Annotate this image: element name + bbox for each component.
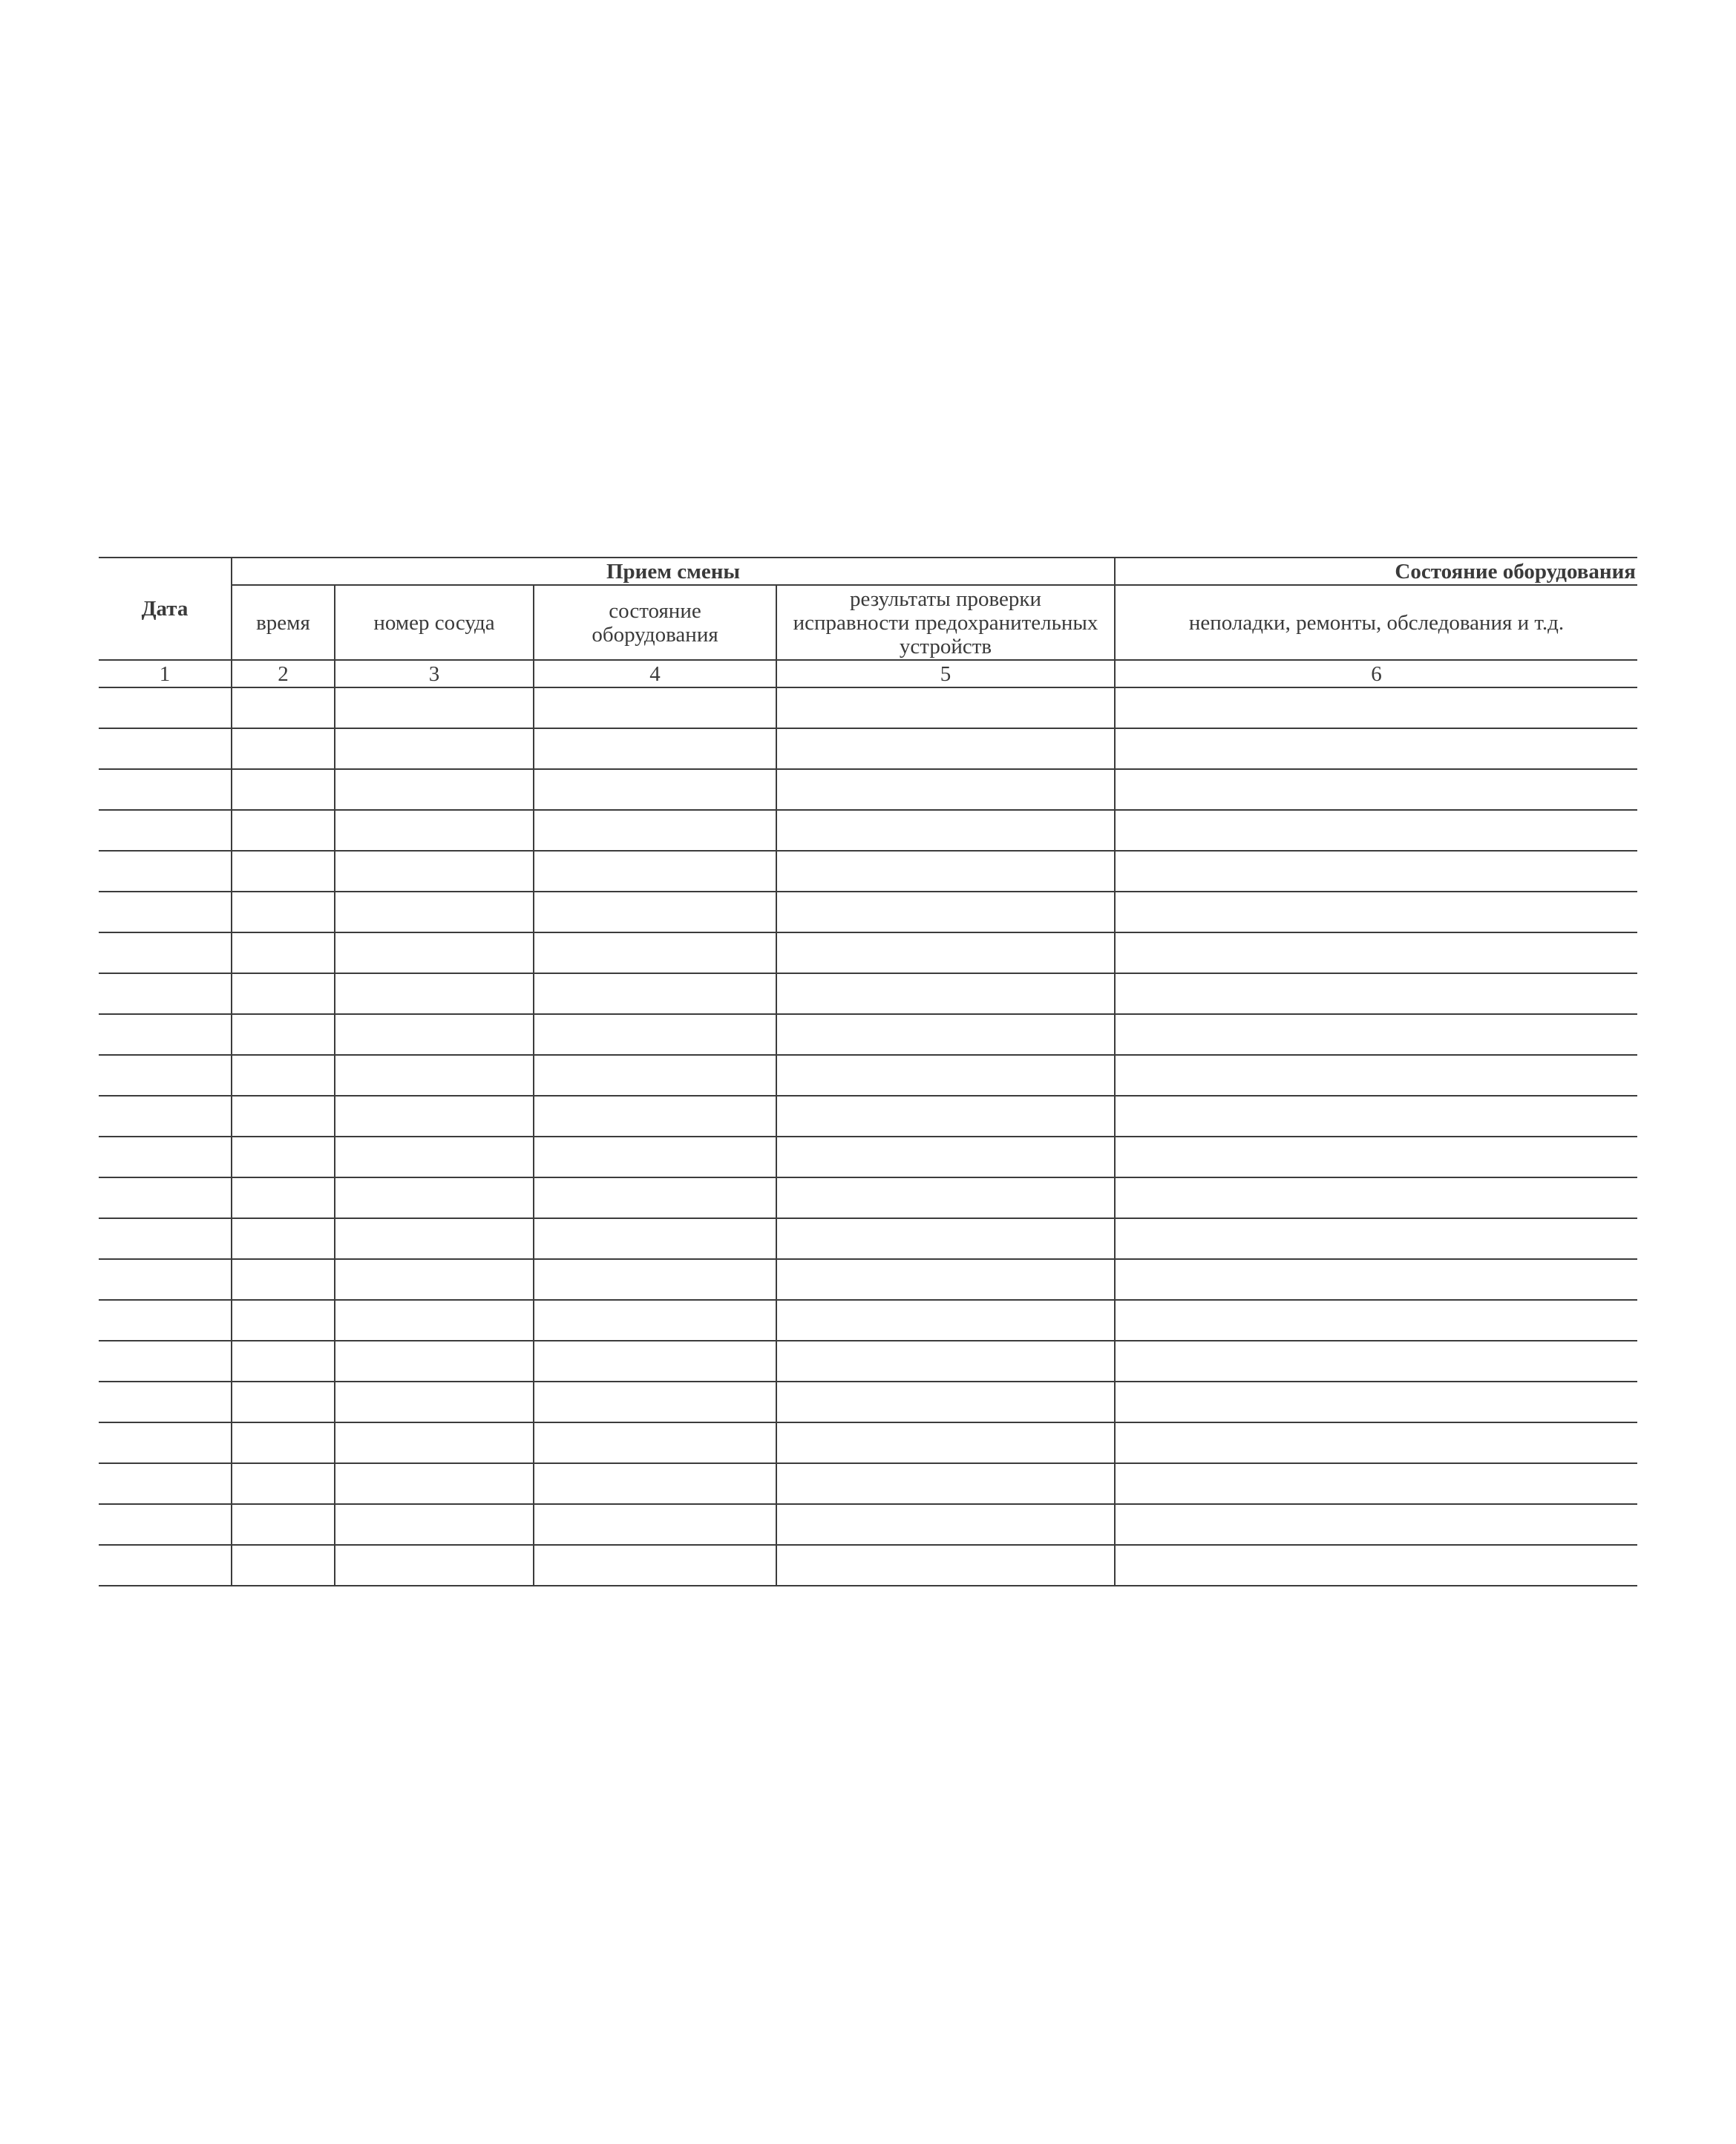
table-cell[interactable] <box>1115 1300 1637 1341</box>
table-cell[interactable] <box>99 1055 232 1096</box>
table-cell[interactable] <box>232 1504 335 1545</box>
table-cell[interactable] <box>99 1137 232 1177</box>
table-cell[interactable] <box>1115 973 1637 1014</box>
table-cell[interactable] <box>335 1137 534 1177</box>
table-cell[interactable] <box>99 687 232 728</box>
table-cell[interactable] <box>232 1096 335 1137</box>
table-cell[interactable] <box>776 687 1115 728</box>
table-cell[interactable] <box>335 728 534 769</box>
table-cell[interactable] <box>335 1341 534 1382</box>
table-row <box>99 892 1637 932</box>
table-row <box>99 1504 1637 1545</box>
table-cell[interactable] <box>1115 932 1637 973</box>
table-cell[interactable] <box>335 1300 534 1341</box>
table-row <box>99 1055 1637 1096</box>
header-safety-check-results <box>776 585 1115 660</box>
table-cell[interactable] <box>99 1259 232 1300</box>
table-cell[interactable] <box>335 769 534 810</box>
table-row <box>99 1463 1637 1504</box>
table-row <box>99 728 1637 769</box>
table-row <box>99 851 1637 892</box>
table-cell[interactable] <box>232 1300 335 1341</box>
table-cell[interactable] <box>232 1055 335 1096</box>
table-cell[interactable] <box>232 1422 335 1463</box>
table-cell[interactable] <box>99 728 232 769</box>
table-cell[interactable] <box>232 728 335 769</box>
table-cell[interactable] <box>776 1463 1115 1504</box>
table-cell[interactable] <box>776 851 1115 892</box>
table-cell[interactable] <box>776 1422 1115 1463</box>
table-cell[interactable] <box>99 1177 232 1218</box>
table-cell[interactable] <box>1115 728 1637 769</box>
table-cell[interactable] <box>99 1382 232 1422</box>
table-cell[interactable] <box>534 1137 776 1177</box>
table-cell[interactable] <box>335 1218 534 1259</box>
table-cell[interactable] <box>335 1177 534 1218</box>
table-cell[interactable] <box>534 1382 776 1422</box>
table-cell[interactable] <box>335 1382 534 1422</box>
table-cell[interactable] <box>1115 1463 1637 1504</box>
table-cell[interactable] <box>776 1218 1115 1259</box>
table-cell[interactable] <box>776 769 1115 810</box>
table-cell[interactable] <box>99 1422 232 1463</box>
table-cell[interactable] <box>776 973 1115 1014</box>
table-row <box>99 1177 1637 1218</box>
table-cell[interactable] <box>776 1300 1115 1341</box>
table-row <box>99 1096 1637 1137</box>
table-row <box>99 810 1637 851</box>
table-row <box>99 1300 1637 1341</box>
table-cell[interactable] <box>99 973 232 1014</box>
column-number-cell: 3 <box>335 660 534 687</box>
table-cell[interactable] <box>99 932 232 973</box>
table-cell[interactable] <box>99 1463 232 1504</box>
table-cell[interactable] <box>1115 1014 1637 1055</box>
table-cell[interactable] <box>776 1341 1115 1382</box>
table-cell[interactable] <box>232 1137 335 1177</box>
table-cell[interactable] <box>534 1177 776 1218</box>
table-row <box>99 687 1637 728</box>
table-row <box>99 769 1637 810</box>
table-cell[interactable] <box>534 1014 776 1055</box>
table-cell[interactable] <box>1115 1177 1637 1218</box>
table-cell[interactable] <box>232 892 335 932</box>
table-row <box>99 1259 1637 1300</box>
column-number-cell: 5 <box>776 660 1115 687</box>
table-cell[interactable] <box>99 1014 232 1055</box>
table-cell[interactable] <box>232 810 335 851</box>
table-cell[interactable] <box>335 1014 534 1055</box>
table-cell[interactable] <box>232 973 335 1014</box>
table-cell[interactable] <box>335 1504 534 1545</box>
header-date: Дата <box>99 558 232 660</box>
table-cell[interactable] <box>776 1382 1115 1422</box>
header-vessel-number: номер сосуда <box>335 585 534 660</box>
table-cell[interactable] <box>335 932 534 973</box>
column-number-cell: 4 <box>534 660 776 687</box>
header-equipment-state: Состояние оборудования <box>1115 558 1637 585</box>
table-cell[interactable] <box>1115 1545 1637 1586</box>
table-cell[interactable] <box>534 932 776 973</box>
header-safety-check-line: результаты проверки <box>850 586 1041 611</box>
table-cell[interactable] <box>534 810 776 851</box>
table-cell[interactable] <box>534 1341 776 1382</box>
table-cell[interactable] <box>1115 1218 1637 1259</box>
table-cell[interactable] <box>232 769 335 810</box>
table-cell[interactable] <box>776 1137 1115 1177</box>
table-cell[interactable] <box>776 1259 1115 1300</box>
table-cell[interactable] <box>335 1422 534 1463</box>
table-cell[interactable] <box>232 851 335 892</box>
table-cell[interactable] <box>776 728 1115 769</box>
header-group-row <box>99 558 1637 585</box>
table-cell[interactable] <box>335 810 534 851</box>
table-cell[interactable] <box>335 1096 534 1137</box>
table-cell[interactable] <box>776 1096 1115 1137</box>
table-cell[interactable] <box>776 892 1115 932</box>
table-cell[interactable] <box>1115 1382 1637 1422</box>
table-cell[interactable] <box>534 1096 776 1137</box>
table-cell[interactable] <box>534 1545 776 1586</box>
table-cell[interactable] <box>99 810 232 851</box>
table-cell[interactable] <box>776 1504 1115 1545</box>
header-safety-check-line: устройств <box>899 634 992 658</box>
table-cell[interactable] <box>534 973 776 1014</box>
header-equipment-condition-line: состояние <box>609 598 701 623</box>
table-row <box>99 1545 1637 1586</box>
table-row <box>99 1382 1637 1422</box>
table-cell[interactable] <box>335 1055 534 1096</box>
table-row <box>99 1341 1637 1382</box>
table-cell[interactable] <box>1115 1341 1637 1382</box>
column-number-cell: 1 <box>99 660 232 687</box>
table-cell[interactable] <box>1115 810 1637 851</box>
table-cell[interactable] <box>776 810 1115 851</box>
table-row <box>99 1014 1637 1055</box>
table-cell[interactable] <box>99 769 232 810</box>
table-cell[interactable] <box>1115 1504 1637 1545</box>
table-cell[interactable] <box>534 1504 776 1545</box>
table-cell[interactable] <box>232 1463 335 1504</box>
table-cell[interactable] <box>99 1504 232 1545</box>
header-time: время <box>232 585 335 660</box>
table-cell[interactable] <box>534 892 776 932</box>
header-subcolumn-row <box>99 585 1637 660</box>
header-faults-repairs: неполадки, ремонты, обследования и т.д. <box>1115 585 1637 660</box>
shift-log-table <box>99 557 1637 1586</box>
column-number-cell: 2 <box>232 660 335 687</box>
table-cell[interactable] <box>534 1300 776 1341</box>
table-row <box>99 1422 1637 1463</box>
table-cell[interactable] <box>534 1259 776 1300</box>
table-cell[interactable] <box>232 1259 335 1300</box>
table-cell[interactable] <box>99 1218 232 1259</box>
table-row <box>99 1137 1637 1177</box>
table-row <box>99 1218 1637 1259</box>
table-cell[interactable] <box>776 1177 1115 1218</box>
table-cell[interactable] <box>1115 769 1637 810</box>
header-equipment-condition <box>534 585 776 660</box>
header-equipment-condition-line: оборудования <box>592 622 718 647</box>
table-cell[interactable] <box>99 851 232 892</box>
table-cell[interactable] <box>1115 687 1637 728</box>
table-cell[interactable] <box>232 1382 335 1422</box>
column-number-row <box>99 660 1637 687</box>
table-cell[interactable] <box>232 1177 335 1218</box>
table-cell[interactable] <box>99 1096 232 1137</box>
table-cell[interactable] <box>335 687 534 728</box>
table-cell[interactable] <box>1115 1055 1637 1096</box>
table-cell[interactable] <box>335 973 534 1014</box>
header-shift-acceptance: Прием смены <box>232 558 1115 585</box>
table-cell[interactable] <box>1115 1259 1637 1300</box>
table-cell[interactable] <box>99 1545 232 1586</box>
table-cell[interactable] <box>776 1014 1115 1055</box>
column-number-cell: 6 <box>1115 660 1637 687</box>
table-cell[interactable] <box>335 851 534 892</box>
table-cell[interactable] <box>534 1463 776 1504</box>
table-cell[interactable] <box>232 932 335 973</box>
table-cell[interactable] <box>232 1545 335 1586</box>
table-cell[interactable] <box>1115 1137 1637 1177</box>
table-cell[interactable] <box>776 932 1115 973</box>
table-cell[interactable] <box>232 1218 335 1259</box>
table-row <box>99 932 1637 973</box>
table-cell[interactable] <box>776 1545 1115 1586</box>
table-cell[interactable] <box>99 1300 232 1341</box>
table-cell[interactable] <box>534 687 776 728</box>
table-cell[interactable] <box>1115 892 1637 932</box>
table-cell[interactable] <box>232 687 335 728</box>
table-cell[interactable] <box>1115 1096 1637 1137</box>
table-row <box>99 973 1637 1014</box>
table-cell[interactable] <box>232 1014 335 1055</box>
table-cell[interactable] <box>534 769 776 810</box>
table-cell[interactable] <box>534 1422 776 1463</box>
table-cell[interactable] <box>534 1218 776 1259</box>
table-cell[interactable] <box>99 1341 232 1382</box>
table-cell[interactable] <box>335 892 534 932</box>
table-cell[interactable] <box>1115 851 1637 892</box>
table-cell[interactable] <box>534 851 776 892</box>
table-cell[interactable] <box>335 1259 534 1300</box>
table-cell[interactable] <box>776 1055 1115 1096</box>
table-cell[interactable] <box>534 1055 776 1096</box>
table-cell[interactable] <box>232 1341 335 1382</box>
table-cell[interactable] <box>534 728 776 769</box>
header-safety-check-line: исправности предохранительных <box>793 610 1098 635</box>
table-cell[interactable] <box>335 1463 534 1504</box>
table-cell[interactable] <box>1115 1422 1637 1463</box>
table-cell[interactable] <box>335 1545 534 1586</box>
table-cell[interactable] <box>99 892 232 932</box>
